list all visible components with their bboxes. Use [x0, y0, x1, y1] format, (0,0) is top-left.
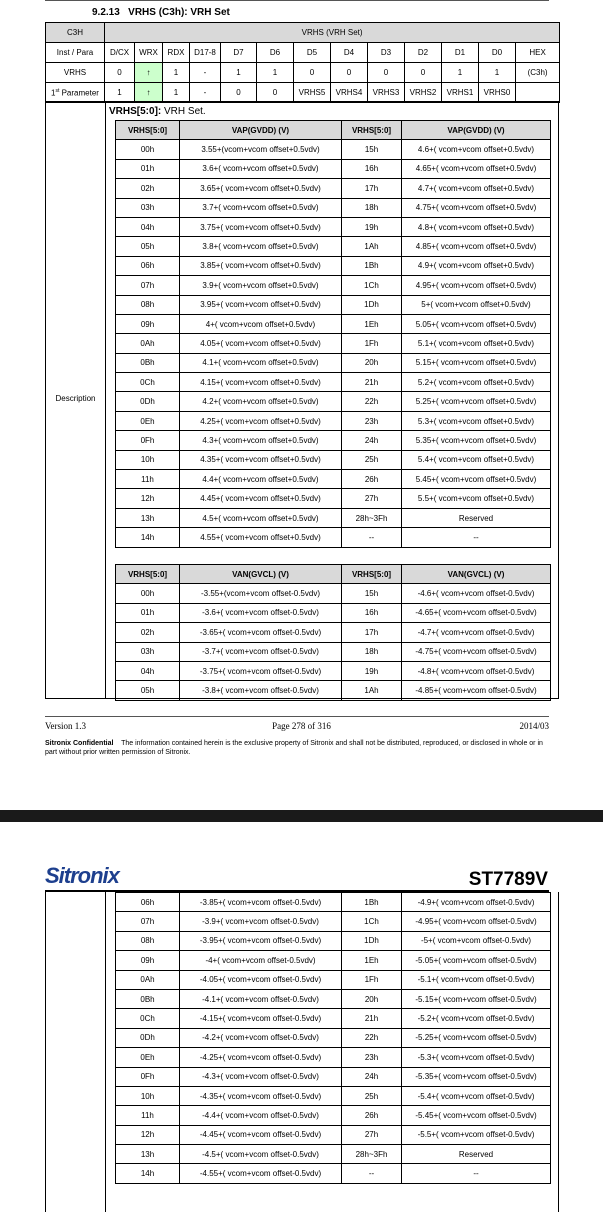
cell: 0 [331, 63, 368, 83]
table-cell: 08h [116, 931, 180, 950]
param-label-text: Parameter [59, 88, 99, 98]
table-cell: -4.3+( vcom+vcom offset-0.5vdv) [180, 1067, 342, 1086]
table-cell: 1Fh [342, 334, 402, 353]
table-row [116, 1028, 551, 1047]
table-cell: -4.65+( vcom+vcom offset-0.5vdv) [402, 603, 551, 622]
table-cell: 21h [342, 373, 402, 392]
table-cell: 4.65+( vcom+vcom offset+0.5vdv) [402, 159, 551, 178]
table-cell: 14h [116, 1164, 180, 1183]
table-cell: 16h [342, 159, 402, 178]
table-cell: 05h [116, 681, 180, 700]
col-header: RDX [163, 43, 190, 63]
table-cell: -3.55+(vcom+vcom offset-0.5vdv) [180, 584, 342, 603]
table-cell: 4.25+( vcom+vcom offset+0.5vdv) [180, 411, 342, 430]
footer-confidential [45, 739, 553, 757]
table-cell: 10h [116, 450, 180, 469]
vrhs-description [109, 106, 206, 117]
table-cell: 3.85+( vcom+vcom offset+0.5vdv) [180, 256, 342, 275]
description-divider-continued [105, 892, 106, 1212]
table-cell: -4.15+( vcom+vcom offset-0.5vdv) [180, 1009, 342, 1028]
vap-header: VRHS[5:0] [116, 121, 180, 140]
col-header: D7 [221, 43, 257, 63]
table-row [116, 912, 551, 931]
command-columns-row [46, 43, 560, 63]
table-cell: 0Ah [116, 970, 180, 989]
table-cell: -5.35+( vcom+vcom offset-0.5vdv) [402, 1067, 551, 1086]
table-cell: 28h~3Fh [342, 508, 402, 527]
table-cell: 1Fh [342, 970, 402, 989]
param-label [46, 83, 105, 103]
table-cell: 1Bh [342, 256, 402, 275]
command-row-parameter [46, 83, 560, 103]
table-cell: -5.15+( vcom+vcom offset-0.5vdv) [402, 989, 551, 1008]
col-header: WRX [135, 43, 163, 63]
table-cell: -4.6+( vcom+vcom offset-0.5vdv) [402, 584, 551, 603]
cell-write-strobe: ↑ [135, 63, 163, 83]
table-cell: 0Fh [116, 431, 180, 450]
table-cell: 5.1+( vcom+vcom offset+0.5vdv) [402, 334, 551, 353]
table-cell: 4.2+( vcom+vcom offset+0.5vdv) [180, 392, 342, 411]
table-cell: -3.9+( vcom+vcom offset-0.5vdv) [180, 912, 342, 931]
table-cell: 20h [342, 353, 402, 372]
table-cell: -4.7+( vcom+vcom offset-0.5vdv) [402, 623, 551, 642]
table-cell: -4.4+( vcom+vcom offset-0.5vdv) [180, 1106, 342, 1125]
table-cell: 27h [342, 1125, 402, 1144]
table-cell: 23h [342, 411, 402, 430]
col-header: D6 [257, 43, 294, 63]
table-cell: 4.3+( vcom+vcom offset+0.5vdv) [180, 431, 342, 450]
table-cell: -4.9+( vcom+vcom offset-0.5vdv) [402, 893, 551, 912]
table-cell: 12h [116, 489, 180, 508]
table-cell: 4.85+( vcom+vcom offset+0.5vdv) [402, 237, 551, 256]
table-cell: -4+( vcom+vcom offset-0.5vdv) [180, 951, 342, 970]
table-cell: 4.05+( vcom+vcom offset+0.5vdv) [180, 334, 342, 353]
table-cell: 09h [116, 314, 180, 333]
van-header: VRHS[5:0] [342, 565, 402, 584]
table-cell: 11h [116, 1106, 180, 1125]
table-cell: 22h [342, 1028, 402, 1047]
col-header: D3 [368, 43, 405, 63]
table-cell: 12h [116, 1125, 180, 1144]
table-row [116, 642, 551, 661]
cell: 1 [257, 63, 294, 83]
table-cell: 4+( vcom+vcom offset+0.5vdv) [180, 314, 342, 333]
cell: VRHS1 [442, 83, 479, 103]
table-row [116, 951, 551, 970]
cell: VRHS5 [294, 83, 331, 103]
cell: 1 [442, 63, 479, 83]
table-cell: 0Bh [116, 989, 180, 1008]
table-cell: 05h [116, 237, 180, 256]
table-cell: 13h [116, 508, 180, 527]
table-row [116, 256, 551, 275]
table-cell: -4.35+( vcom+vcom offset-0.5vdv) [180, 1086, 342, 1105]
cell: 0 [257, 83, 294, 103]
table-row [116, 1048, 551, 1067]
table-cell: -3.95+( vcom+vcom offset-0.5vdv) [180, 931, 342, 950]
table-cell: 3.8+( vcom+vcom offset+0.5vdv) [180, 237, 342, 256]
cell: VRHS4 [331, 83, 368, 103]
table-cell: Reserved [402, 1145, 551, 1164]
table-row [116, 931, 551, 950]
table-row [116, 392, 551, 411]
col-header: Inst / Para [46, 43, 105, 63]
table-cell: -4.55+( vcom+vcom offset-0.5vdv) [180, 1164, 342, 1183]
cell: 0 [368, 63, 405, 83]
table-cell: 4.5+( vcom+vcom offset+0.5vdv) [180, 508, 342, 527]
cell: 0 [294, 63, 331, 83]
table-cell: 3.95+( vcom+vcom offset+0.5vdv) [180, 295, 342, 314]
table-cell: -5.1+( vcom+vcom offset-0.5vdv) [402, 970, 551, 989]
command-table [45, 22, 560, 103]
table-cell: 3.65+( vcom+vcom offset+0.5vdv) [180, 179, 342, 198]
table-cell: 24h [342, 1067, 402, 1086]
table-cell: 24h [342, 431, 402, 450]
cell: (C3h) [516, 63, 560, 83]
table-cell: 02h [116, 179, 180, 198]
col-header: D5 [294, 43, 331, 63]
table-cell: 06h [116, 893, 180, 912]
table-cell: 4.9+( vcom+vcom offset+0.5vdv) [402, 256, 551, 275]
table-cell: 0Fh [116, 1067, 180, 1086]
table-cell: 5.3+( vcom+vcom offset+0.5vdv) [402, 411, 551, 430]
vap-header: VAP(GVDD) (V) [180, 121, 342, 140]
table-cell: -- [402, 1164, 551, 1183]
table-cell: 4.55+( vcom+vcom offset+0.5vdv) [180, 528, 342, 547]
table-cell: 5+( vcom+vcom offset+0.5vdv) [402, 295, 551, 314]
table-cell: 1Ch [342, 912, 402, 931]
param-label-number: 1 [51, 88, 56, 98]
col-header: HEX [516, 43, 560, 63]
table-cell: 18h [342, 198, 402, 217]
table-row [116, 450, 551, 469]
col-header: D2 [405, 43, 442, 63]
table-cell: 1Ah [342, 237, 402, 256]
table-cell: 26h [342, 1106, 402, 1125]
table-cell: -3.75+( vcom+vcom offset-0.5vdv) [180, 661, 342, 680]
table-cell: 4.8+( vcom+vcom offset+0.5vdv) [402, 217, 551, 236]
cell: 1 [479, 63, 516, 83]
confidential-label: Sitronix Confidential [45, 740, 114, 747]
table-cell: -5.5+( vcom+vcom offset-0.5vdv) [402, 1125, 551, 1144]
table-cell: 08h [116, 295, 180, 314]
table-cell: 21h [342, 1009, 402, 1028]
table-cell: 10h [116, 1086, 180, 1105]
table-row [116, 411, 551, 430]
table-cell: 1Bh [342, 893, 402, 912]
table-cell: -5.25+( vcom+vcom offset-0.5vdv) [402, 1028, 551, 1047]
table-cell: 4.75+( vcom+vcom offset+0.5vdv) [402, 198, 551, 217]
table-cell: 3.6+( vcom+vcom offset+0.5vdv) [180, 159, 342, 178]
table-cell: 1Ah [342, 681, 402, 700]
footer-page-number: Page 278 of 316 [272, 721, 331, 731]
table-row [116, 470, 551, 489]
table-cell: -5.4+( vcom+vcom offset-0.5vdv) [402, 1086, 551, 1105]
confidential-text: The information contained herein is the exclusive property of Sitronix and shall not be distributed, reproduced, or disclosed in whole or in part without prior written permission of Sitronix. [45, 740, 543, 756]
table-row [116, 603, 551, 622]
table-row [116, 970, 551, 989]
param-label-suffix: st [55, 87, 60, 94]
table-row [116, 1009, 551, 1028]
table-cell: -4.75+( vcom+vcom offset-0.5vdv) [402, 642, 551, 661]
table-cell: 3.55+(vcom+vcom offset+0.5vdv) [180, 140, 342, 159]
table-cell: 0Dh [116, 392, 180, 411]
table-cell: 5.4+( vcom+vcom offset+0.5vdv) [402, 450, 551, 469]
table-row [116, 217, 551, 236]
table-row [116, 1086, 551, 1105]
table-row [116, 508, 551, 527]
section-heading [92, 7, 230, 18]
table-cell: 4.7+( vcom+vcom offset+0.5vdv) [402, 179, 551, 198]
part-number: ST7789V [468, 869, 548, 890]
table-cell: 0Ah [116, 334, 180, 353]
table-cell: 0Bh [116, 353, 180, 372]
cell: 1 [221, 63, 257, 83]
table-row [116, 528, 551, 547]
command-header-row [46, 23, 560, 43]
table-cell: -5.3+( vcom+vcom offset-0.5vdv) [402, 1048, 551, 1067]
footer-rule [45, 716, 549, 717]
table-cell: -4.8+( vcom+vcom offset-0.5vdv) [402, 661, 551, 680]
table-row [116, 681, 551, 700]
van-header: VAN(GVCL) (V) [402, 565, 551, 584]
table-cell: 17h [342, 623, 402, 642]
footer-date: 2014/03 [519, 721, 549, 731]
table-cell: 20h [342, 989, 402, 1008]
table-cell: 0Dh [116, 1028, 180, 1047]
table-cell: -3.7+( vcom+vcom offset-0.5vdv) [180, 642, 342, 661]
table-cell: -4.1+( vcom+vcom offset-0.5vdv) [180, 989, 342, 1008]
van-header-row [116, 565, 551, 584]
table-cell: -4.25+( vcom+vcom offset-0.5vdv) [180, 1048, 342, 1067]
table-cell: Reserved [402, 508, 551, 527]
vap-header: VAP(GVDD) (V) [402, 121, 551, 140]
table-cell: -- [342, 1164, 402, 1183]
table-cell: 07h [116, 276, 180, 295]
table-cell: 1Eh [342, 314, 402, 333]
table-row [116, 1067, 551, 1086]
table-cell: 0Ch [116, 1009, 180, 1028]
table-row [116, 353, 551, 372]
table-cell: 27h [342, 489, 402, 508]
table-cell: 0Eh [116, 411, 180, 430]
vap-header-row [116, 121, 551, 140]
table-row [116, 295, 551, 314]
table-row [116, 373, 551, 392]
cell-write-strobe: ↑ [135, 83, 163, 103]
table-cell: 0Eh [116, 1048, 180, 1067]
table-cell: 3.9+( vcom+vcom offset+0.5vdv) [180, 276, 342, 295]
table-cell: 04h [116, 661, 180, 680]
table-cell: 18h [342, 642, 402, 661]
table-row [116, 989, 551, 1008]
vap-table [115, 120, 551, 548]
van-table-continued [115, 892, 551, 1184]
table-row [116, 623, 551, 642]
table-cell: 5.05+( vcom+vcom offset+0.5vdv) [402, 314, 551, 333]
table-cell: 5.2+( vcom+vcom offset+0.5vdv) [402, 373, 551, 392]
col-header: D1 [442, 43, 479, 63]
table-cell: -3.65+( vcom+vcom offset-0.5vdv) [180, 623, 342, 642]
table-cell: -5.2+( vcom+vcom offset-0.5vdv) [402, 1009, 551, 1028]
section-title: VRHS (C3h): VRH Set [128, 7, 230, 18]
command-code: C3H [46, 23, 105, 43]
table-cell: 09h [116, 951, 180, 970]
description-label: Description [55, 394, 96, 403]
table-row [116, 893, 551, 912]
table-cell: 22h [342, 392, 402, 411]
table-cell: 1Dh [342, 295, 402, 314]
cell: - [190, 83, 221, 103]
col-header: D4 [331, 43, 368, 63]
table-cell: 04h [116, 217, 180, 236]
cell: 0 [405, 63, 442, 83]
table-row [116, 1106, 551, 1125]
table-row [116, 159, 551, 178]
table-cell: -- [402, 528, 551, 547]
table-cell: 13h [116, 1145, 180, 1164]
table-cell: 5.15+( vcom+vcom offset+0.5vdv) [402, 353, 551, 372]
cell: - [190, 63, 221, 83]
table-cell: 1Ch [342, 276, 402, 295]
cell: 0 [105, 63, 135, 83]
table-cell: 5.45+( vcom+vcom offset+0.5vdv) [402, 470, 551, 489]
table-cell: 5.5+( vcom+vcom offset+0.5vdv) [402, 489, 551, 508]
cell: 0 [221, 83, 257, 103]
table-cell: 01h [116, 603, 180, 622]
cell: 1 [105, 83, 135, 103]
table-cell: -5.05+( vcom+vcom offset-0.5vdv) [402, 951, 551, 970]
table-cell: 19h [342, 217, 402, 236]
table-cell: 28h~3Fh [342, 1145, 402, 1164]
table-cell: 4.15+( vcom+vcom offset+0.5vdv) [180, 373, 342, 392]
table-cell: 07h [116, 912, 180, 931]
table-cell: 14h [116, 528, 180, 547]
table-cell: 02h [116, 623, 180, 642]
cell: VRHS2 [405, 83, 442, 103]
table-row [116, 431, 551, 450]
section-number: 9.2.13 [92, 7, 120, 18]
cell: 1 [163, 83, 190, 103]
vrhs-field-label: VRHS[5:0]: [109, 106, 162, 117]
table-row [116, 314, 551, 333]
table-row [116, 198, 551, 217]
table-cell: 5.35+( vcom+vcom offset+0.5vdv) [402, 431, 551, 450]
van-table [115, 564, 551, 701]
vap-header: VRHS[5:0] [342, 121, 402, 140]
table-cell: 4.4+( vcom+vcom offset+0.5vdv) [180, 470, 342, 489]
table-cell: -- [342, 528, 402, 547]
table-cell: 00h [116, 140, 180, 159]
footer-version: Version 1.3 [45, 721, 86, 731]
table-cell: 25h [342, 450, 402, 469]
table-cell: -4.05+( vcom+vcom offset-0.5vdv) [180, 970, 342, 989]
table-cell: 23h [342, 1048, 402, 1067]
table-row [116, 334, 551, 353]
table-cell: 1Dh [342, 931, 402, 950]
table-cell: 15h [342, 584, 402, 603]
table-cell: 03h [116, 642, 180, 661]
table-cell: 4.45+( vcom+vcom offset+0.5vdv) [180, 489, 342, 508]
van-header: VAN(GVCL) (V) [180, 565, 342, 584]
table-cell: 11h [116, 470, 180, 489]
table-cell: 19h [342, 661, 402, 680]
table-cell: 26h [342, 470, 402, 489]
table-cell: -4.2+( vcom+vcom offset-0.5vdv) [180, 1028, 342, 1047]
cell [516, 83, 560, 103]
table-row [116, 237, 551, 256]
page-separator [0, 810, 603, 822]
cell: 1 [163, 63, 190, 83]
table-cell: 3.75+( vcom+vcom offset+0.5vdv) [180, 217, 342, 236]
table-cell: 16h [342, 603, 402, 622]
cell: VRHS [46, 63, 105, 83]
table-row [116, 489, 551, 508]
table-cell: 4.95+( vcom+vcom offset+0.5vdv) [402, 276, 551, 295]
table-cell: -5+( vcom+vcom offset-0.5vdv) [402, 931, 551, 950]
cell: VRHS0 [479, 83, 516, 103]
table-row [116, 1125, 551, 1144]
table-cell: -5.45+( vcom+vcom offset-0.5vdv) [402, 1106, 551, 1125]
col-header: D0 [479, 43, 516, 63]
table-cell: 17h [342, 179, 402, 198]
table-cell: 4.6+( vcom+vcom offset+0.5vdv) [402, 140, 551, 159]
table-cell: 06h [116, 256, 180, 275]
description-divider [105, 101, 106, 699]
table-cell: 01h [116, 159, 180, 178]
table-cell: -3.6+( vcom+vcom offset-0.5vdv) [180, 603, 342, 622]
table-cell: -3.85+( vcom+vcom offset-0.5vdv) [180, 893, 342, 912]
sitronix-logo: Sitronix [45, 863, 119, 888]
table-cell: 3.7+( vcom+vcom offset+0.5vdv) [180, 198, 342, 217]
table-row [116, 179, 551, 198]
table-cell: 4.1+( vcom+vcom offset+0.5vdv) [180, 353, 342, 372]
table-cell: 4.35+( vcom+vcom offset+0.5vdv) [180, 450, 342, 469]
col-header: D17-8 [190, 43, 221, 63]
table-cell: 25h [342, 1086, 402, 1105]
table-cell: 15h [342, 140, 402, 159]
van-header: VRHS[5:0] [116, 565, 180, 584]
table-cell: 03h [116, 198, 180, 217]
table-row [116, 1145, 551, 1164]
table-row [116, 584, 551, 603]
command-row-vrhs [46, 63, 560, 83]
table-cell: -3.8+( vcom+vcom offset-0.5vdv) [180, 681, 342, 700]
table-row [116, 140, 551, 159]
table-cell: -4.95+( vcom+vcom offset-0.5vdv) [402, 912, 551, 931]
page-top-rule [45, 0, 549, 1]
table-cell: -4.85+( vcom+vcom offset-0.5vdv) [402, 681, 551, 700]
table-cell: 0Ch [116, 373, 180, 392]
vrhs-field-text: VRH Set. [161, 106, 206, 117]
col-header: D/CX [105, 43, 135, 63]
command-name: VRHS (VRH Set) [105, 23, 560, 43]
table-row [116, 661, 551, 680]
table-cell: -4.5+( vcom+vcom offset-0.5vdv) [180, 1145, 342, 1164]
table-row [116, 276, 551, 295]
table-cell: 1Eh [342, 951, 402, 970]
table-cell: 5.25+( vcom+vcom offset+0.5vdv) [402, 392, 551, 411]
table-row [116, 1164, 551, 1183]
table-cell: 00h [116, 584, 180, 603]
cell: VRHS3 [368, 83, 405, 103]
table-cell: -4.45+( vcom+vcom offset-0.5vdv) [180, 1125, 342, 1144]
